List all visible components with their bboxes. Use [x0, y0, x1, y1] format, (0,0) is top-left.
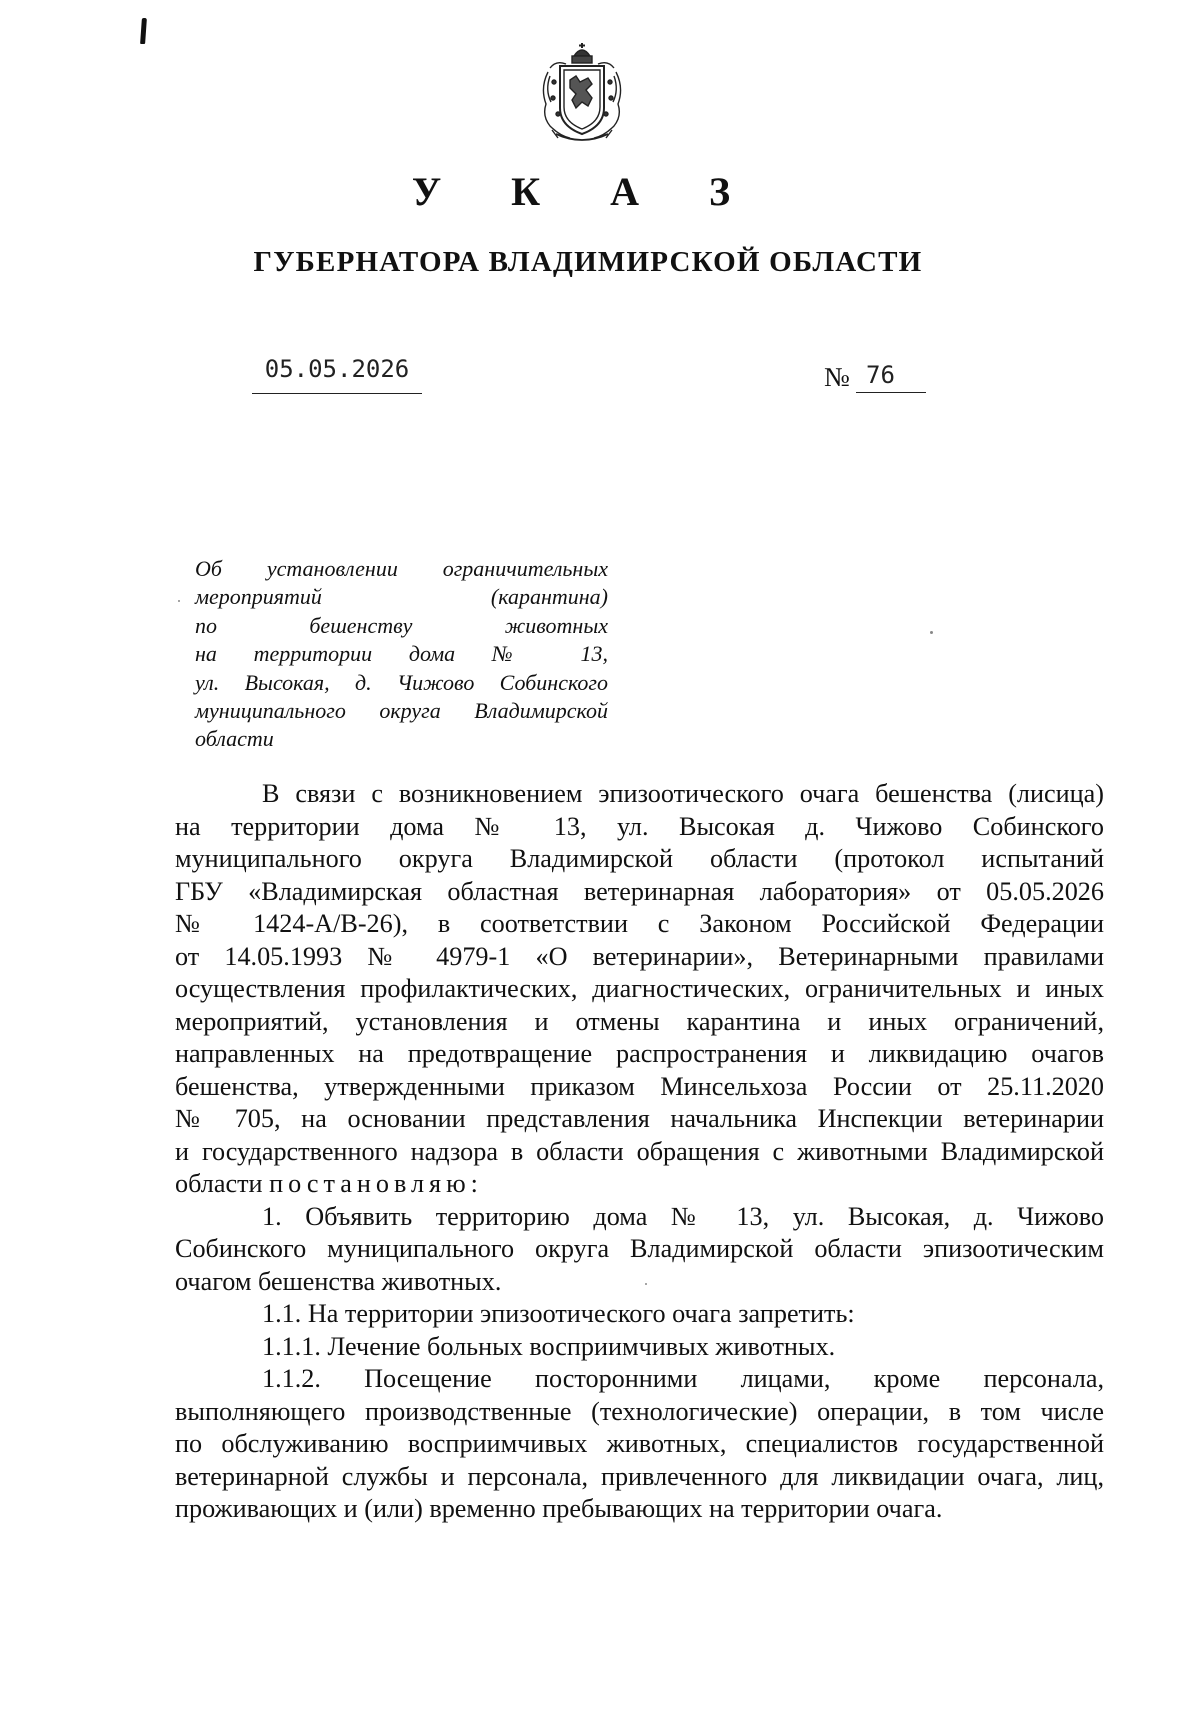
item-1-1-2-line: 1.1.2. Посещение посторонними лицами, кроме персонала, — [262, 1364, 1104, 1393]
heading-line: Об установлении ограничительных — [195, 556, 608, 581]
heading-line: по бешенству животных — [195, 612, 608, 638]
number-label: № — [824, 362, 850, 392]
heading-line: мероприятий (карантина) — [195, 584, 608, 610]
heading-line: области — [195, 726, 274, 752]
document-title: У К А З — [411, 169, 761, 214]
item-1-1-2-line: по обслуживанию восприимчивых животных, специалистов государственной — [175, 1429, 1104, 1458]
scan-artifact-mark — [140, 18, 147, 44]
heading-line: на территории дома № 13, — [195, 641, 608, 667]
item-1-1-2-line: проживающих и (или) временно пребывающих на территории очага. — [175, 1494, 943, 1523]
body-line: бешенства, утвержденными приказом Минсельхоза России от 25.11.2020 — [175, 1071, 1104, 1101]
date-underline — [252, 393, 422, 394]
body-line: от 14.05.1993 № 4979-1 «О ветеринарии», Ветеринарными правилами — [175, 941, 1104, 971]
body-line: мероприятий, установления и отмены карантина и иных ограничений, — [175, 1006, 1104, 1036]
body-line: муниципального округа Владимирской области (протокол испытаний — [175, 844, 1104, 873]
item-1-line: 1. Объявить территорию дома № 13, ул. Высокая, д. Чижово — [262, 1201, 1104, 1231]
body-line: В связи с возникновением эпизоотического очага бешенства (лисица) — [262, 779, 1104, 808]
body-line: ГБУ «Владимирская областная ветеринарная лаборатория» от 05.05.2026 — [175, 876, 1104, 906]
document-number: 76 — [866, 361, 895, 389]
scan-speck — [930, 631, 933, 634]
document-body — [175, 778, 1104, 1526]
body-line: № 705, на основании представления начальника Инспекции ветеринарии — [175, 1104, 1104, 1133]
heading-line: муниципального округа Владимирской — [195, 697, 608, 723]
decree-line-prefix: области — [175, 1169, 270, 1198]
item-1-1-2-line: выполняющего производственные (технологические) операции, в том числе — [175, 1396, 1104, 1426]
document-subtitle: ГУБЕРНАТОРА ВЛАДИМИРСКОЙ ОБЛАСТИ — [253, 246, 923, 278]
body-line: направленных на предотвращение распространения и ликвидацию очагов — [175, 1039, 1104, 1068]
heading-line: ул. Высокая, д. Чижово Собинского — [195, 669, 608, 695]
scan-speck — [645, 1283, 647, 1285]
item-1-1: 1.1. На территории эпизоотического очага запретить: — [262, 1299, 855, 1328]
body-line: и государственного надзора в области обращения с животными Владимирской — [175, 1136, 1104, 1166]
coat-of-arms-icon — [536, 42, 628, 148]
body-line: на территории дома № 13, ул. Высокая д. Чижово Собинского — [175, 811, 1104, 841]
item-1-line: Собинского муниципального округа Владимирской области эпизоотическим — [175, 1234, 1104, 1263]
body-line: осуществления профилактических, диагностических, ограничительных и иных — [175, 974, 1104, 1003]
document-date: 05.05.2026 — [264, 355, 410, 383]
document-heading — [195, 555, 608, 754]
number-underline — [856, 392, 926, 393]
decree-word: постановляю: — [269, 1169, 483, 1198]
body-line: № 1424-А/В-26), в соответствии с Законом Российской Федерации — [175, 909, 1104, 938]
item-1-1-2-line: ветеринарной службы и персонала, привлеченного для ликвидации очага, лиц, — [175, 1461, 1104, 1491]
decree-line — [175, 1168, 1104, 1201]
scan-speck — [178, 600, 180, 602]
item-1-line: очагом бешенства животных. — [175, 1266, 502, 1296]
item-1-1-1: 1.1.1. Лечение больных восприимчивых животных. — [262, 1331, 836, 1361]
